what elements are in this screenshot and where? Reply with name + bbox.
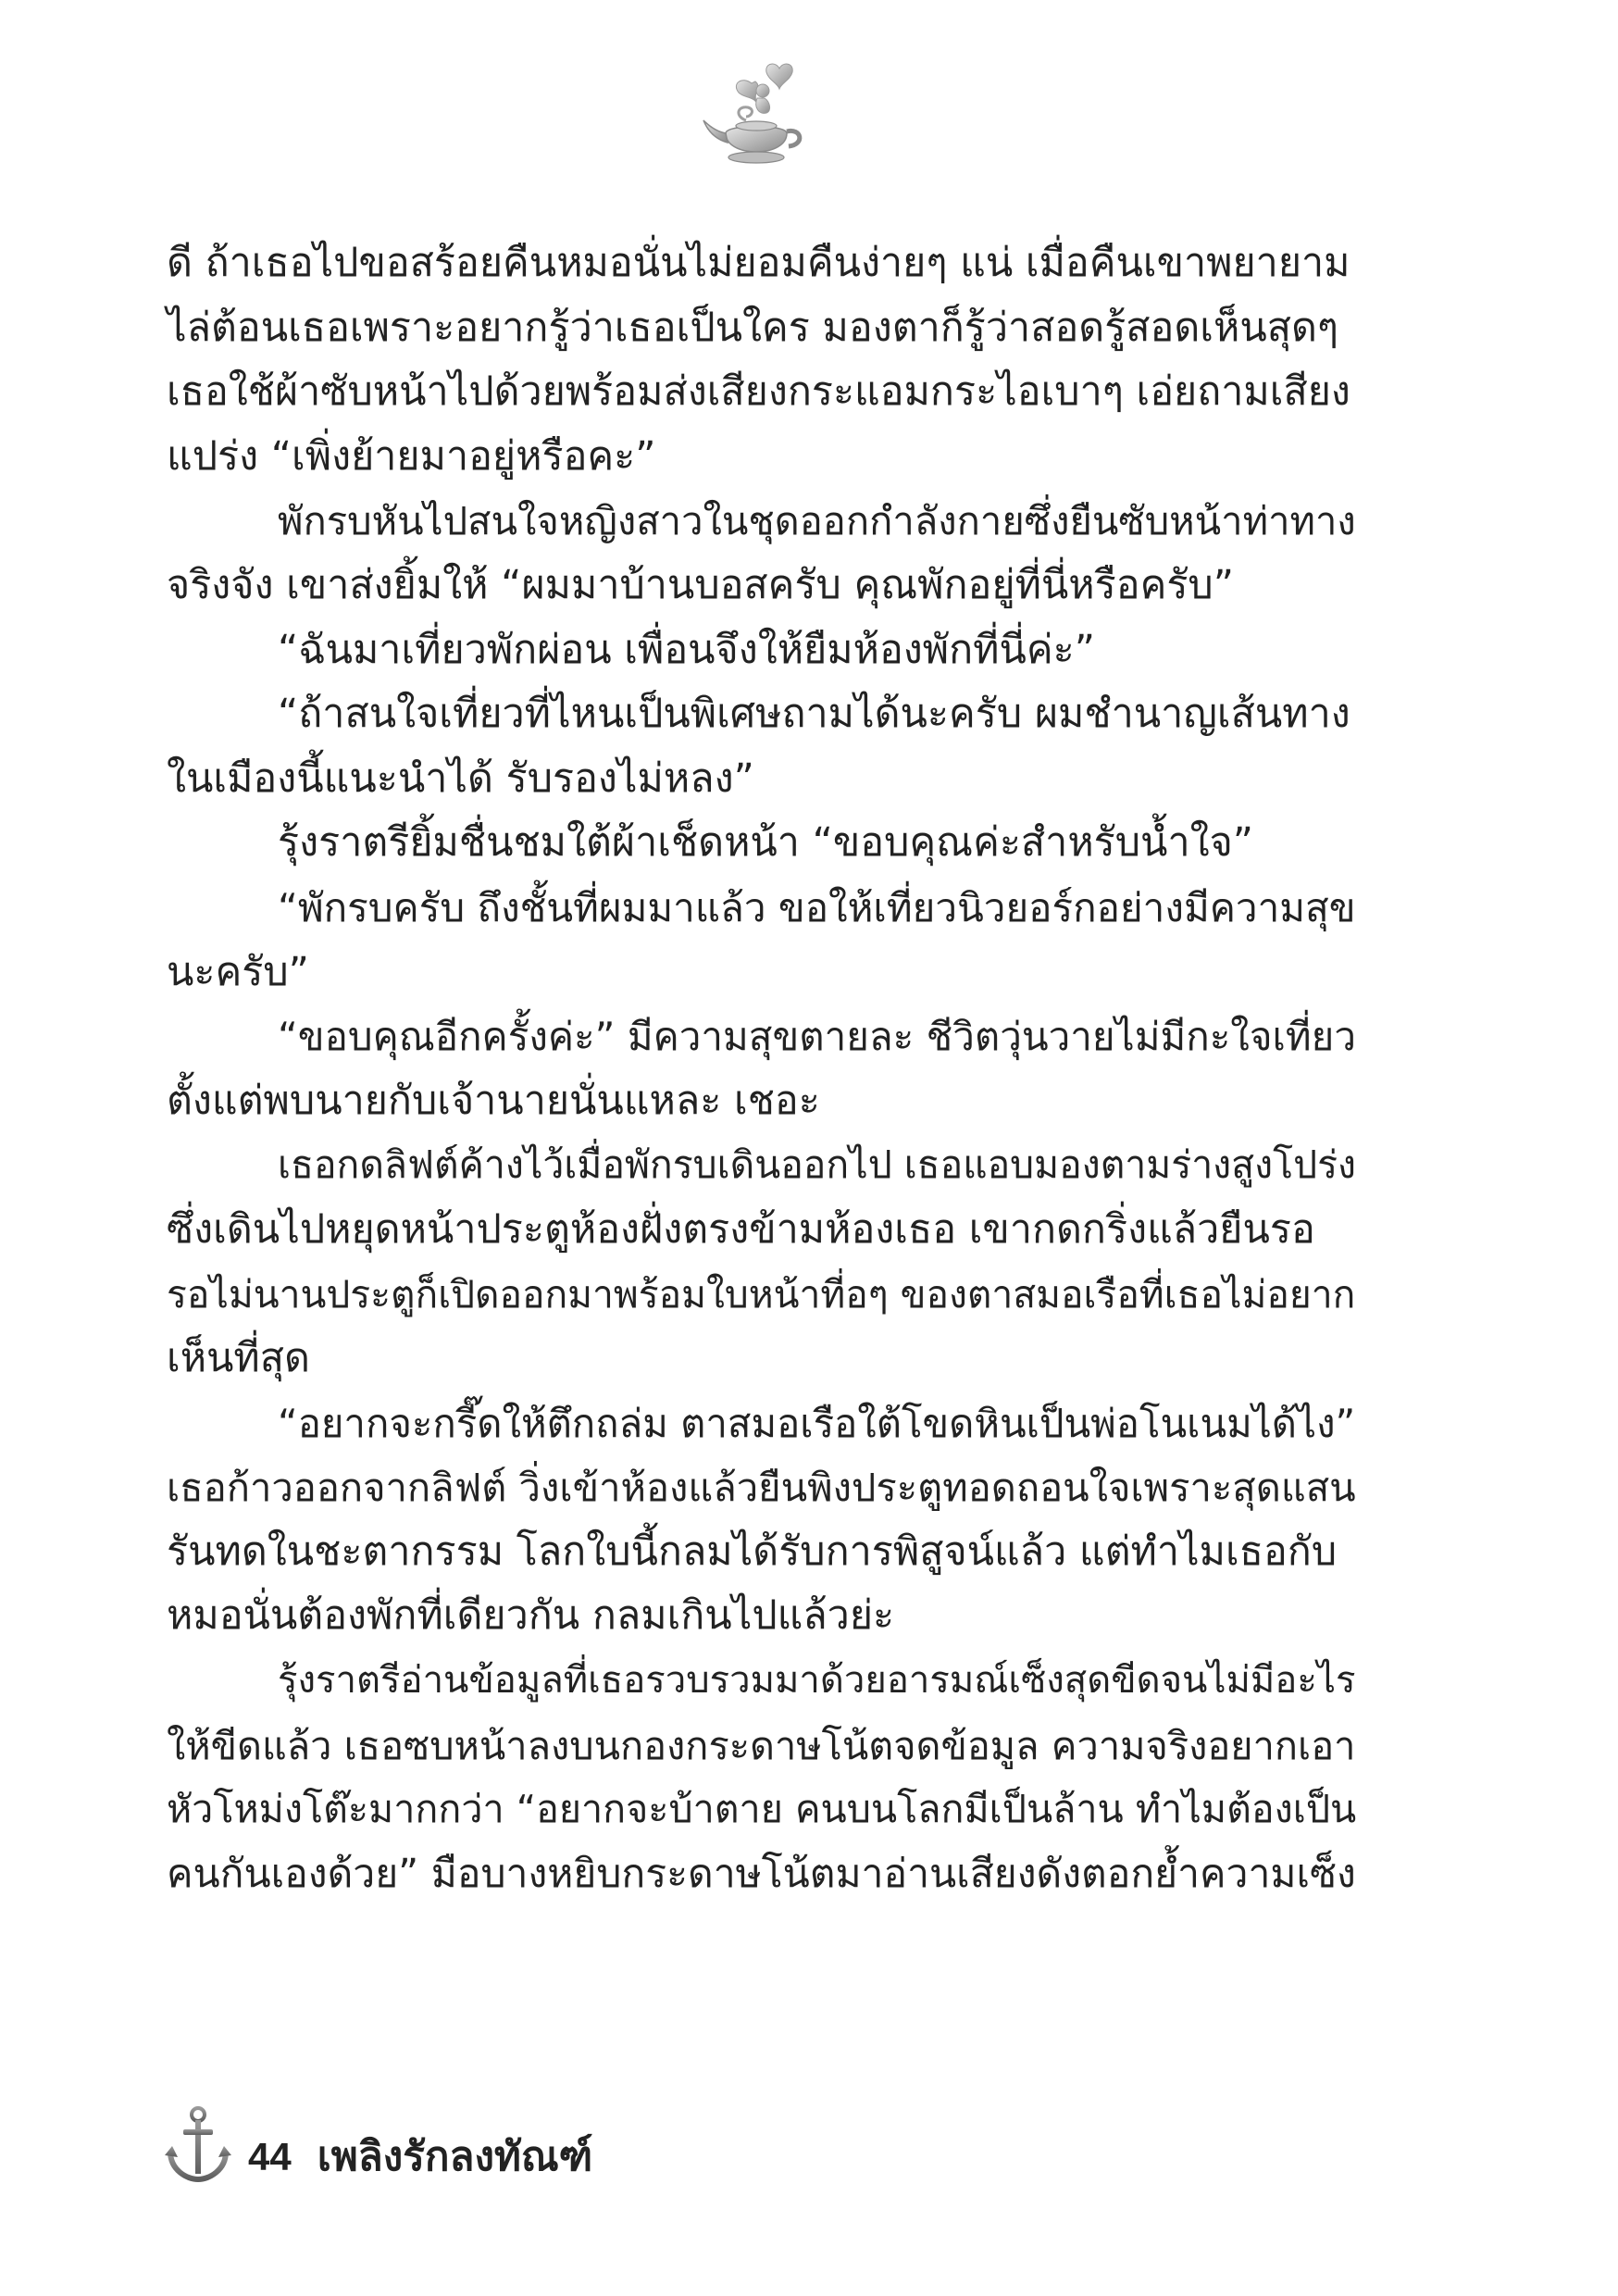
text-line: เธอกดลิฟต์ค้างไว้เมื่อพักรบเดินออกไป เธอแอบมองตามร่างสูงโปร่ง [278,1142,1357,1188]
text-line: เธอก้าวออกจากลิฟต์ วิ่งเข้าห้องแล้วยืนพิงประตูทอดถอนใจเพราะสุดแสน [167,1465,1356,1511]
text-line: รุ้งราตรียิ้มชื่นชมใต้ผ้าเช็ดหน้า “ขอบคุณค่ะสำหรับน้ำใจ” [278,819,1254,867]
text-line: “ฉันมาเที่ยวพักผ่อน เพื่อนจึงให้ยืมห้องพักที่นี่ค่ะ” [278,626,1096,673]
text-line: พักรบหันไปสนใจหญิงสาวในชุดออกกำลังกายซึ่งยืนซับหน้าท่าทาง [278,498,1356,544]
text-line: หมอนั่นต้องพักที่เดียวกัน กลมเกินไปแล้วย่ะ [167,1592,895,1640]
text-line: รอไม่นานประตูก็เปิดออกมาพร้อมใบหน้าที่อๆ ของตาสมอเรือที่เธอไม่อยาก [167,1271,1356,1316]
text-line: “ถ้าสนใจเที่ยวที่ไหนเป็นพิเศษถามได้นะครับ ผมชำนาญเส้นทาง [278,691,1350,738]
text-line: “อยากจะกรี๊ดให้ตึกถล่ม ตาสมอเรือใต้โขดหินเป็นพ่อโนเนมได้ไง” [278,1400,1356,1446]
text-line: ในเมืองนี้แนะนำได้ รับรองไม่หลง” [167,755,754,802]
text-line: เธอใช้ผ้าซับหน้าไปด้วยพร้อมส่งเสียงกระแอมกระไอเบาๆ เอ่ยถามเสียง [167,368,1350,416]
text-line: ไล่ต้อนเธอเพราะอยากรู้ว่าเธอเป็นใคร มองตาก็รู้ว่าสอดรู้สอดเห็นสุดๆ [167,304,1338,351]
text-line: คนกันเองด้วย” มือบางหยิบกระดาษโน้ตมาอ่านเสียงดังตอกย้ำความเซ็ง [167,1850,1356,1897]
text-line: แปร่ง “เพิ่งย้ายมาอยู่หรือคะ” [167,432,656,480]
text-line: รันทดในชะตากรรม โลกใบนี้กลมได้รับการพิสูจน์แล้ว แต่ทำไมเธอกับ [167,1528,1338,1575]
text-line: จริงจัง เขาส่งยิ้มให้ “ผมมาบ้านบอสครับ คุณพักอยู่ที่นี่หรือครับ” [167,561,1235,608]
page-footer [165,2102,592,2185]
anchor-icon [165,2105,231,2185]
text-line: “พักรบครับ ถึงชั้นที่ผมมาแล้ว ขอให้เที่ยวนิวยอร์กอย่างมีความสุข [278,884,1356,930]
text-line: ตั้งแต่พบนายกับเจ้านายนั่นแหละ เชอะ [167,1077,820,1124]
text-line: หัวโหม่งโต๊ะมากกว่า “อยากจะบ้าตาย คนบนโลกมีเป็นล้าน ทำไมต้องเป็น [167,1787,1357,1832]
book-title: เพลิงรักลงทัณฑ์ [317,2133,593,2180]
text-line: ซึ่งเดินไปหยุดหน้าประตูห้องฝั่งตรงข้ามห้องเธอ เขากดกริ่งแล้วยืนรอ [167,1205,1315,1253]
text-line: ให้ขีดแล้ว เธอซบหน้าลงบนกองกระดาษโน้ตจดข้อมูล ความจริงอยากเอา [167,1722,1356,1768]
page-number: 44 [248,2135,292,2178]
text-line: ดี ถ้าเธอไปขอสร้อยคืนหมอนั่นไม่ยอมคืนง่ายๆ แน่ เมื่อคืนเขาพยายาม [167,240,1350,286]
body-text [167,231,1356,1906]
text-line: รุ้งราตรีอ่านข้อมูลที่เธอรวบรวมมาด้วยอารมณ์เซ็งสุดขีดจนไม่มีอะไร [278,1659,1356,1703]
text-line: “ขอบคุณอีกครั้งค่ะ” มีความสุขตายละ ชีวิตวุ่นวายไม่มีกะใจเที่ยว [278,1014,1356,1060]
text-line: เห็นที่สุด [167,1335,310,1382]
text-line: นะครับ” [167,948,309,995]
teapot-cupid-ornament-icon [698,56,818,176]
